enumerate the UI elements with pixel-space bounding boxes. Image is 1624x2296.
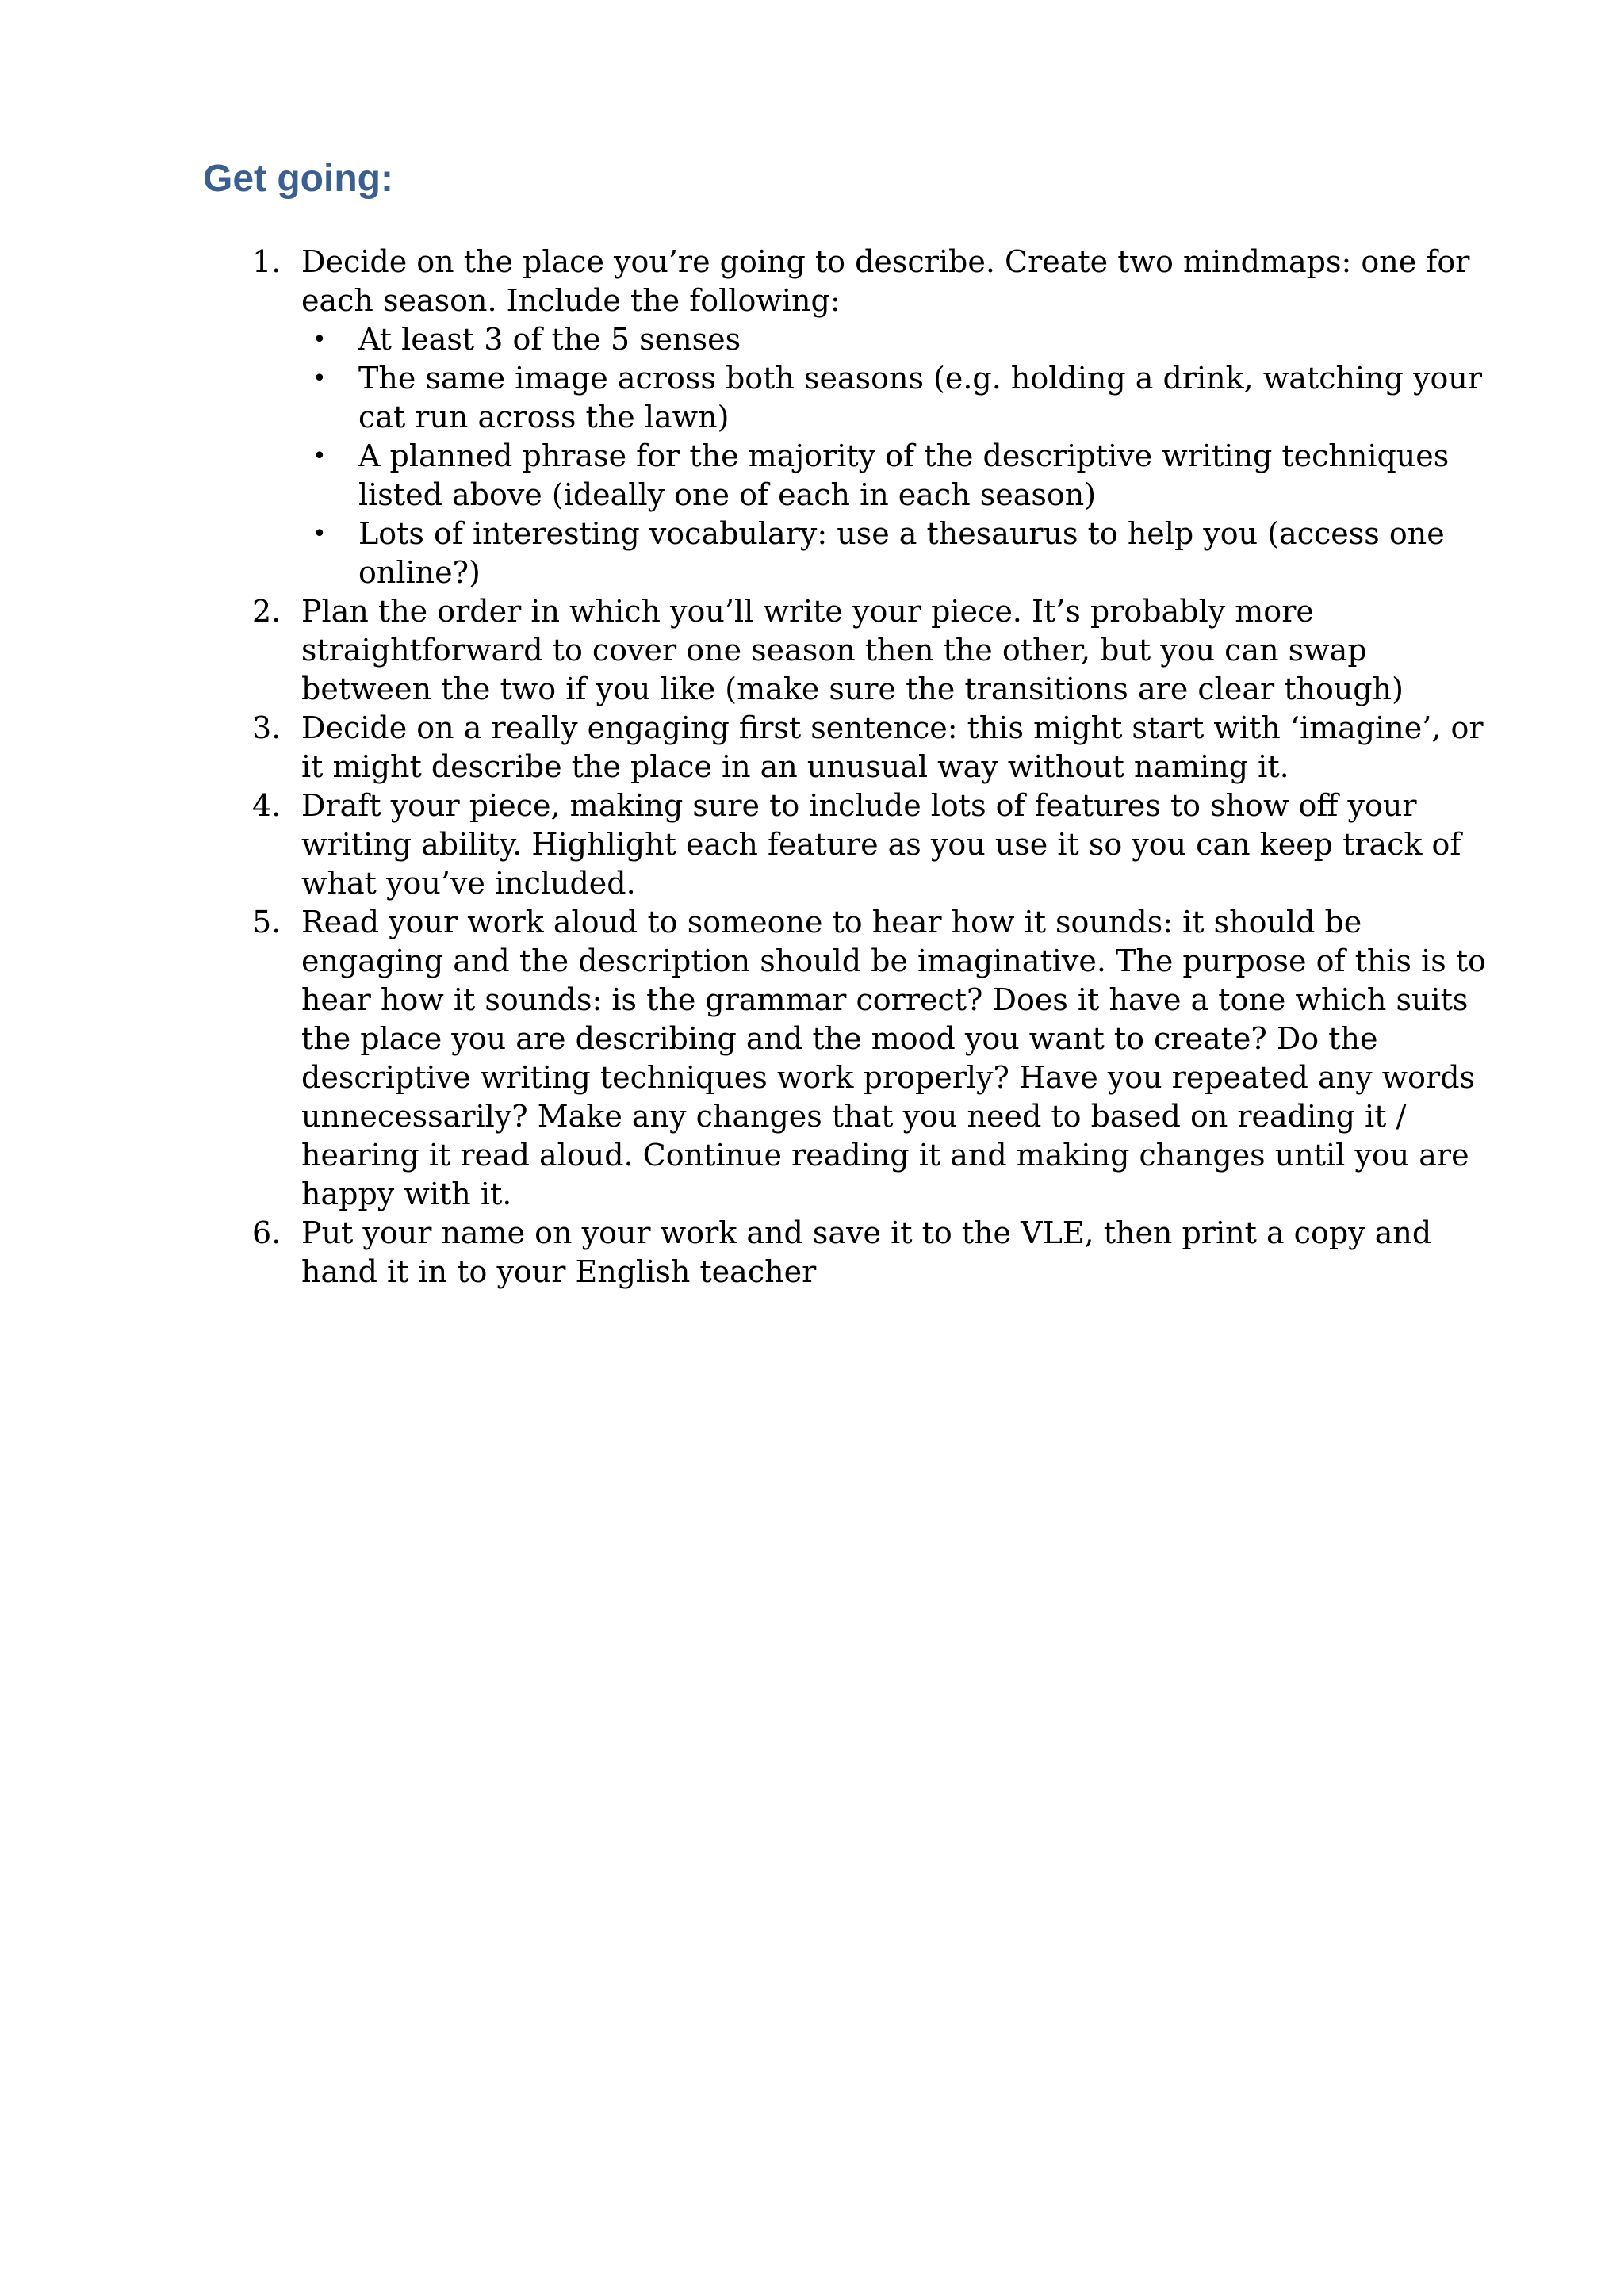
step-item — [203, 786, 1488, 903]
bullet-icon: • — [312, 326, 327, 354]
sub-text: At least 3 of the 5 senses — [358, 322, 741, 357]
bullet-icon: • — [312, 365, 327, 392]
section-heading: Get going: — [203, 158, 393, 200]
step-text: Plan the order in which you’ll write your piece. It’s probably more straightforward to cover one season then the other, but you can swap between the two if you like (make sure the transitions are clear though) — [301, 594, 1404, 706]
sub-text: A planned phrase for the majority of the descriptive writing techniques listed above (ideally one of each in each season) — [358, 438, 1450, 512]
sub-item — [301, 359, 1488, 437]
steps-list — [203, 243, 1488, 1292]
step-text: Put your name on your work and save it to the VLE, then print a copy and hand it in to your English teacher — [301, 1215, 1432, 1289]
step-number: 3. — [252, 710, 282, 745]
step-number: 1. — [252, 244, 282, 279]
sub-item — [301, 515, 1488, 592]
step-item — [203, 903, 1488, 1214]
sub-text: Lots of interesting vocabulary: use a thesaurus to help you (access one online?) — [358, 516, 1445, 590]
step-number: 2. — [252, 594, 282, 629]
bullet-icon: • — [312, 520, 327, 548]
sub-item — [301, 437, 1488, 515]
bullet-icon: • — [312, 442, 327, 470]
step-text: Read your work aloud to someone to hear how it sounds: it should be engaging and the description should be imaginative. The purpose of this is to hear how it sounds: is the grammar correct? Does it have a tone which suits the place you are describing and the mood you want to create? Do the descriptive writing techniques work properly? Have you repeated any words unnecessarily? Make any changes that you need to based on reading it / hearing it read aloud. Continue reading it and making changes until you are happy with it. — [301, 905, 1487, 1211]
sub-text: The same image across both seasons (e.g. holding a drink, watching your cat run across the lawn) — [358, 361, 1483, 434]
sub-item — [301, 320, 1488, 359]
step-text: Draft your piece, making sure to include lots of features to show off your writing ability. Highlight each feature as you use it so you can keep track of what you’ve included. — [301, 788, 1461, 901]
step-item — [203, 709, 1488, 786]
step-number: 4. — [252, 788, 282, 823]
step-item — [203, 243, 1488, 592]
step-item — [203, 592, 1488, 709]
step-text: Decide on the place you’re going to describe. Create two mindmaps: one for each season. Include the following: — [301, 244, 1470, 318]
step-text: Decide on a really engaging first sentence: this might start with ‘imagine’, or it might describe the place in an unusual way without naming it. — [301, 710, 1484, 784]
sub-list — [301, 320, 1488, 592]
step-number: 6. — [252, 1215, 282, 1250]
step-number: 5. — [252, 905, 282, 939]
step-item — [203, 1214, 1488, 1292]
